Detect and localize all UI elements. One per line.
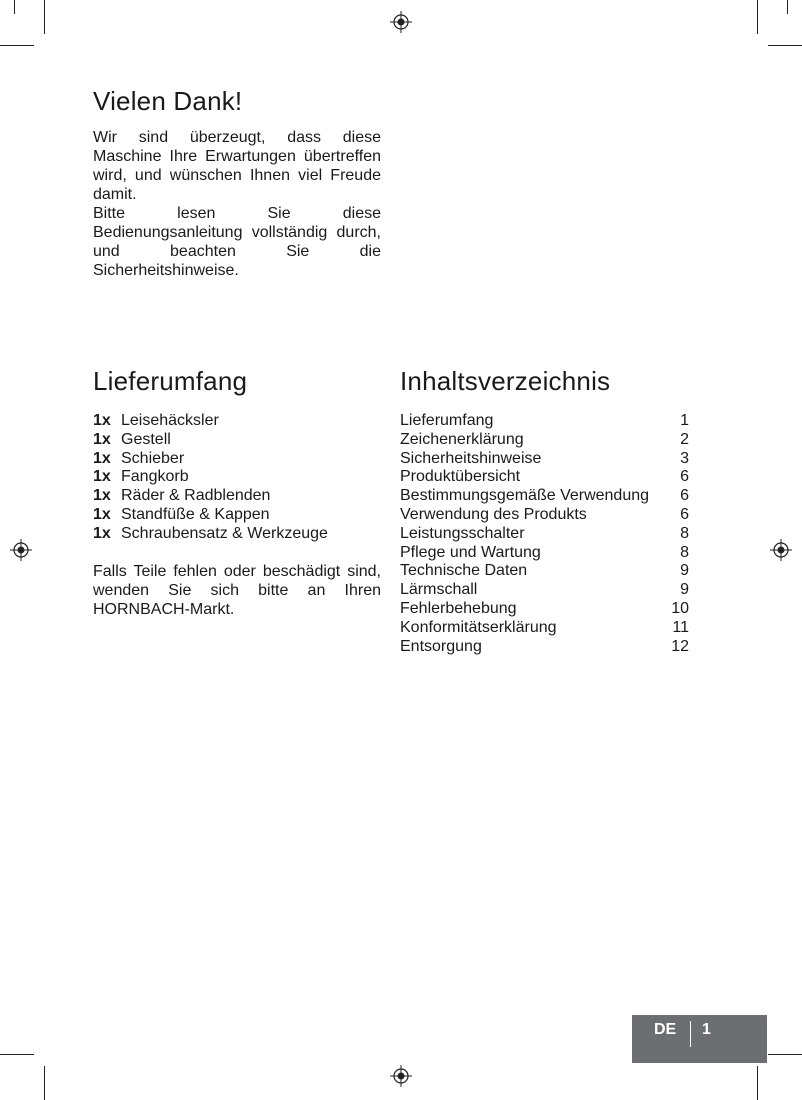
intro-text: [93, 128, 381, 280]
language-code: DE: [654, 1021, 677, 1038]
list-item: [93, 506, 383, 525]
toc-entry: [400, 487, 689, 506]
item-label: Gestell: [121, 430, 171, 448]
list-item: [93, 525, 383, 544]
item-quantity: 1x: [93, 468, 111, 486]
item-quantity: 1x: [93, 430, 111, 448]
toc-page: 6: [680, 468, 689, 486]
toc-page: 9: [680, 581, 689, 599]
page-number: 1: [702, 1021, 711, 1038]
item-quantity: 1x: [93, 505, 111, 523]
item-quantity: 1x: [93, 487, 111, 505]
toc-page: 10: [671, 599, 689, 617]
item-quantity: 1x: [93, 449, 111, 467]
toc-page: 12: [671, 637, 689, 655]
toc-entry: [400, 619, 689, 638]
footer-divider: [690, 1021, 691, 1047]
item-label: Fangkorb: [121, 468, 189, 486]
delivery-heading: Lieferumfang: [93, 366, 248, 396]
toc-label: Produktübersicht: [400, 468, 521, 486]
toc-label: Lieferumfang: [400, 412, 494, 429]
item-label: Schraubensatz & Werkzeuge: [121, 524, 328, 542]
toc-entry: [400, 525, 689, 544]
toc-entry: [400, 638, 689, 657]
toc-entry: [400, 450, 689, 469]
toc-page: 8: [680, 543, 689, 561]
item-label: Räder & Radblenden: [121, 487, 271, 505]
toc-page: 2: [680, 430, 689, 448]
item-label: Schieber: [121, 449, 185, 467]
toc-entry: [400, 581, 689, 600]
toc-entry: [400, 431, 689, 450]
toc-label: Fehlerbehebung: [400, 599, 517, 617]
toc-page: 3: [680, 449, 689, 467]
toc-page: 8: [680, 524, 689, 542]
list-item: [93, 468, 383, 487]
registration-mark-icon: [390, 11, 412, 33]
registration-mark-icon: [770, 539, 792, 561]
toc-entry: [400, 468, 689, 487]
intro-paragraph: Bitte lesen Sie diese Bedienungsanleitung vollständig durch, und beachten Sie die Sicherheitshinweise.: [93, 205, 381, 279]
toc-heading: Inhaltsverzeichnis: [400, 366, 611, 396]
toc-entry: [400, 506, 689, 525]
toc-page: 9: [680, 562, 689, 580]
toc-entry: [400, 600, 689, 619]
item-label: Standfüße & Kappen: [121, 505, 270, 523]
item-quantity: 1x: [93, 412, 111, 429]
toc-page: 1: [680, 412, 689, 429]
toc-label: Lärmschall: [400, 581, 478, 599]
missing-parts-note: Falls Teile fehlen oder beschädigt sind, wenden Sie sich bitte an Ihren HORNBACH-Markt.: [93, 563, 381, 618]
item-label: Leisehäcksler: [121, 412, 219, 429]
list-item: [93, 487, 383, 506]
list-item: [93, 431, 383, 450]
toc-entry: [400, 412, 689, 431]
list-item: [93, 412, 383, 431]
toc-label: Konformitätserklärung: [400, 618, 557, 636]
toc-entry: [400, 544, 689, 563]
toc-page: 6: [680, 487, 689, 505]
toc-label: Pflege und Wartung: [400, 543, 541, 561]
registration-mark-icon: [390, 1065, 412, 1087]
list-item: [93, 450, 383, 469]
page-footer-tab: [632, 1015, 767, 1063]
intro-heading: Vielen Dank!: [93, 86, 243, 116]
toc-page: 11: [672, 618, 689, 636]
toc-label: Technische Daten: [400, 562, 528, 580]
toc-page: 6: [680, 505, 689, 523]
item-quantity: 1x: [93, 524, 111, 542]
toc-label: Leistungsschalter: [400, 524, 525, 542]
registration-mark-icon: [10, 539, 32, 561]
toc-label: Entsorgung: [400, 637, 482, 655]
intro-paragraph: Wir sind überzeugt, dass diese Maschine Ihre Erwartungen übertreffen wird, und wünschen Ihnen viel Freude damit.: [93, 129, 381, 203]
toc-entry: [400, 562, 689, 581]
table-of-contents: [400, 412, 689, 656]
toc-label: Sicherheitshinweise: [400, 449, 542, 467]
toc-label: Verwendung des Produkts: [400, 505, 587, 523]
delivery-list: [93, 412, 383, 544]
toc-label: Zeichenerklärung: [400, 430, 524, 448]
toc-label: Bestimmungsgemäße Verwendung: [400, 487, 650, 505]
